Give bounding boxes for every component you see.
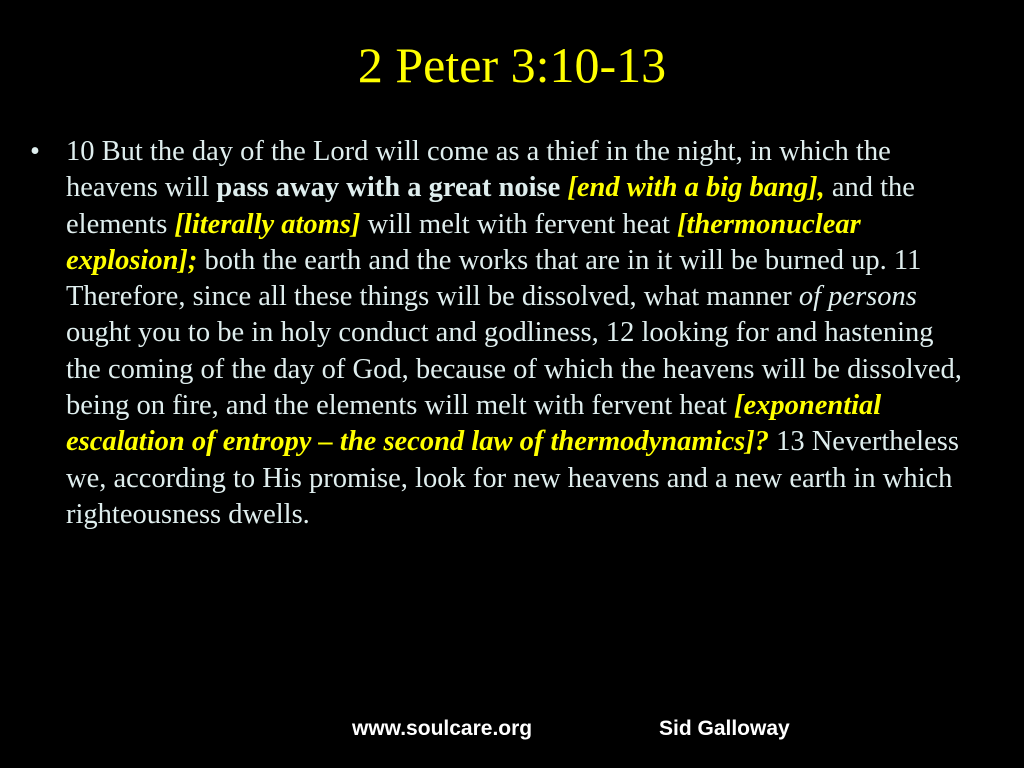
footer-author: Sid Galloway [659,717,790,740]
scripture-passage [66,134,966,533]
passage-text: 10 But the day of the Lord will come as a thief in the night, in which the heavens will [66,136,891,204]
commentary-note: [exponential escalation of entropy – the second law of thermodynamics]? [66,390,882,458]
passage-bold-phrase: pass away with a great noise [216,172,561,204]
passage-text: 13 Nevertheless we, according to His promise, look for new heavens and a new earth in which righteousness dwells. [66,426,959,530]
passage-text: will melt with fervent heat [360,208,678,240]
slide-title: 2 Peter 3:10-13 [357,37,667,93]
footer-website: www.soulcare.org [352,717,533,740]
passage-text: both the earth and the works that are in it will be burned up. 11 Therefore, since all these things will be dissolved, what manner [66,244,922,313]
bullet-point-icon: • [30,136,40,167]
commentary-note: [end with a big bang], [567,172,825,204]
commentary-note: [thermonuclear explosion]; [66,208,861,276]
passage-text: and the elements [66,172,915,240]
passage-text: ought you to be in holy conduct and godliness, 12 looking for and hastening the coming of the day of God, because of which the heavens will be dissolved, being on fire, and the elements will melt with fervent heat [66,317,962,422]
passage-italic-phrase: of persons [798,281,917,313]
commentary-note: [literally atoms] [174,208,361,240]
